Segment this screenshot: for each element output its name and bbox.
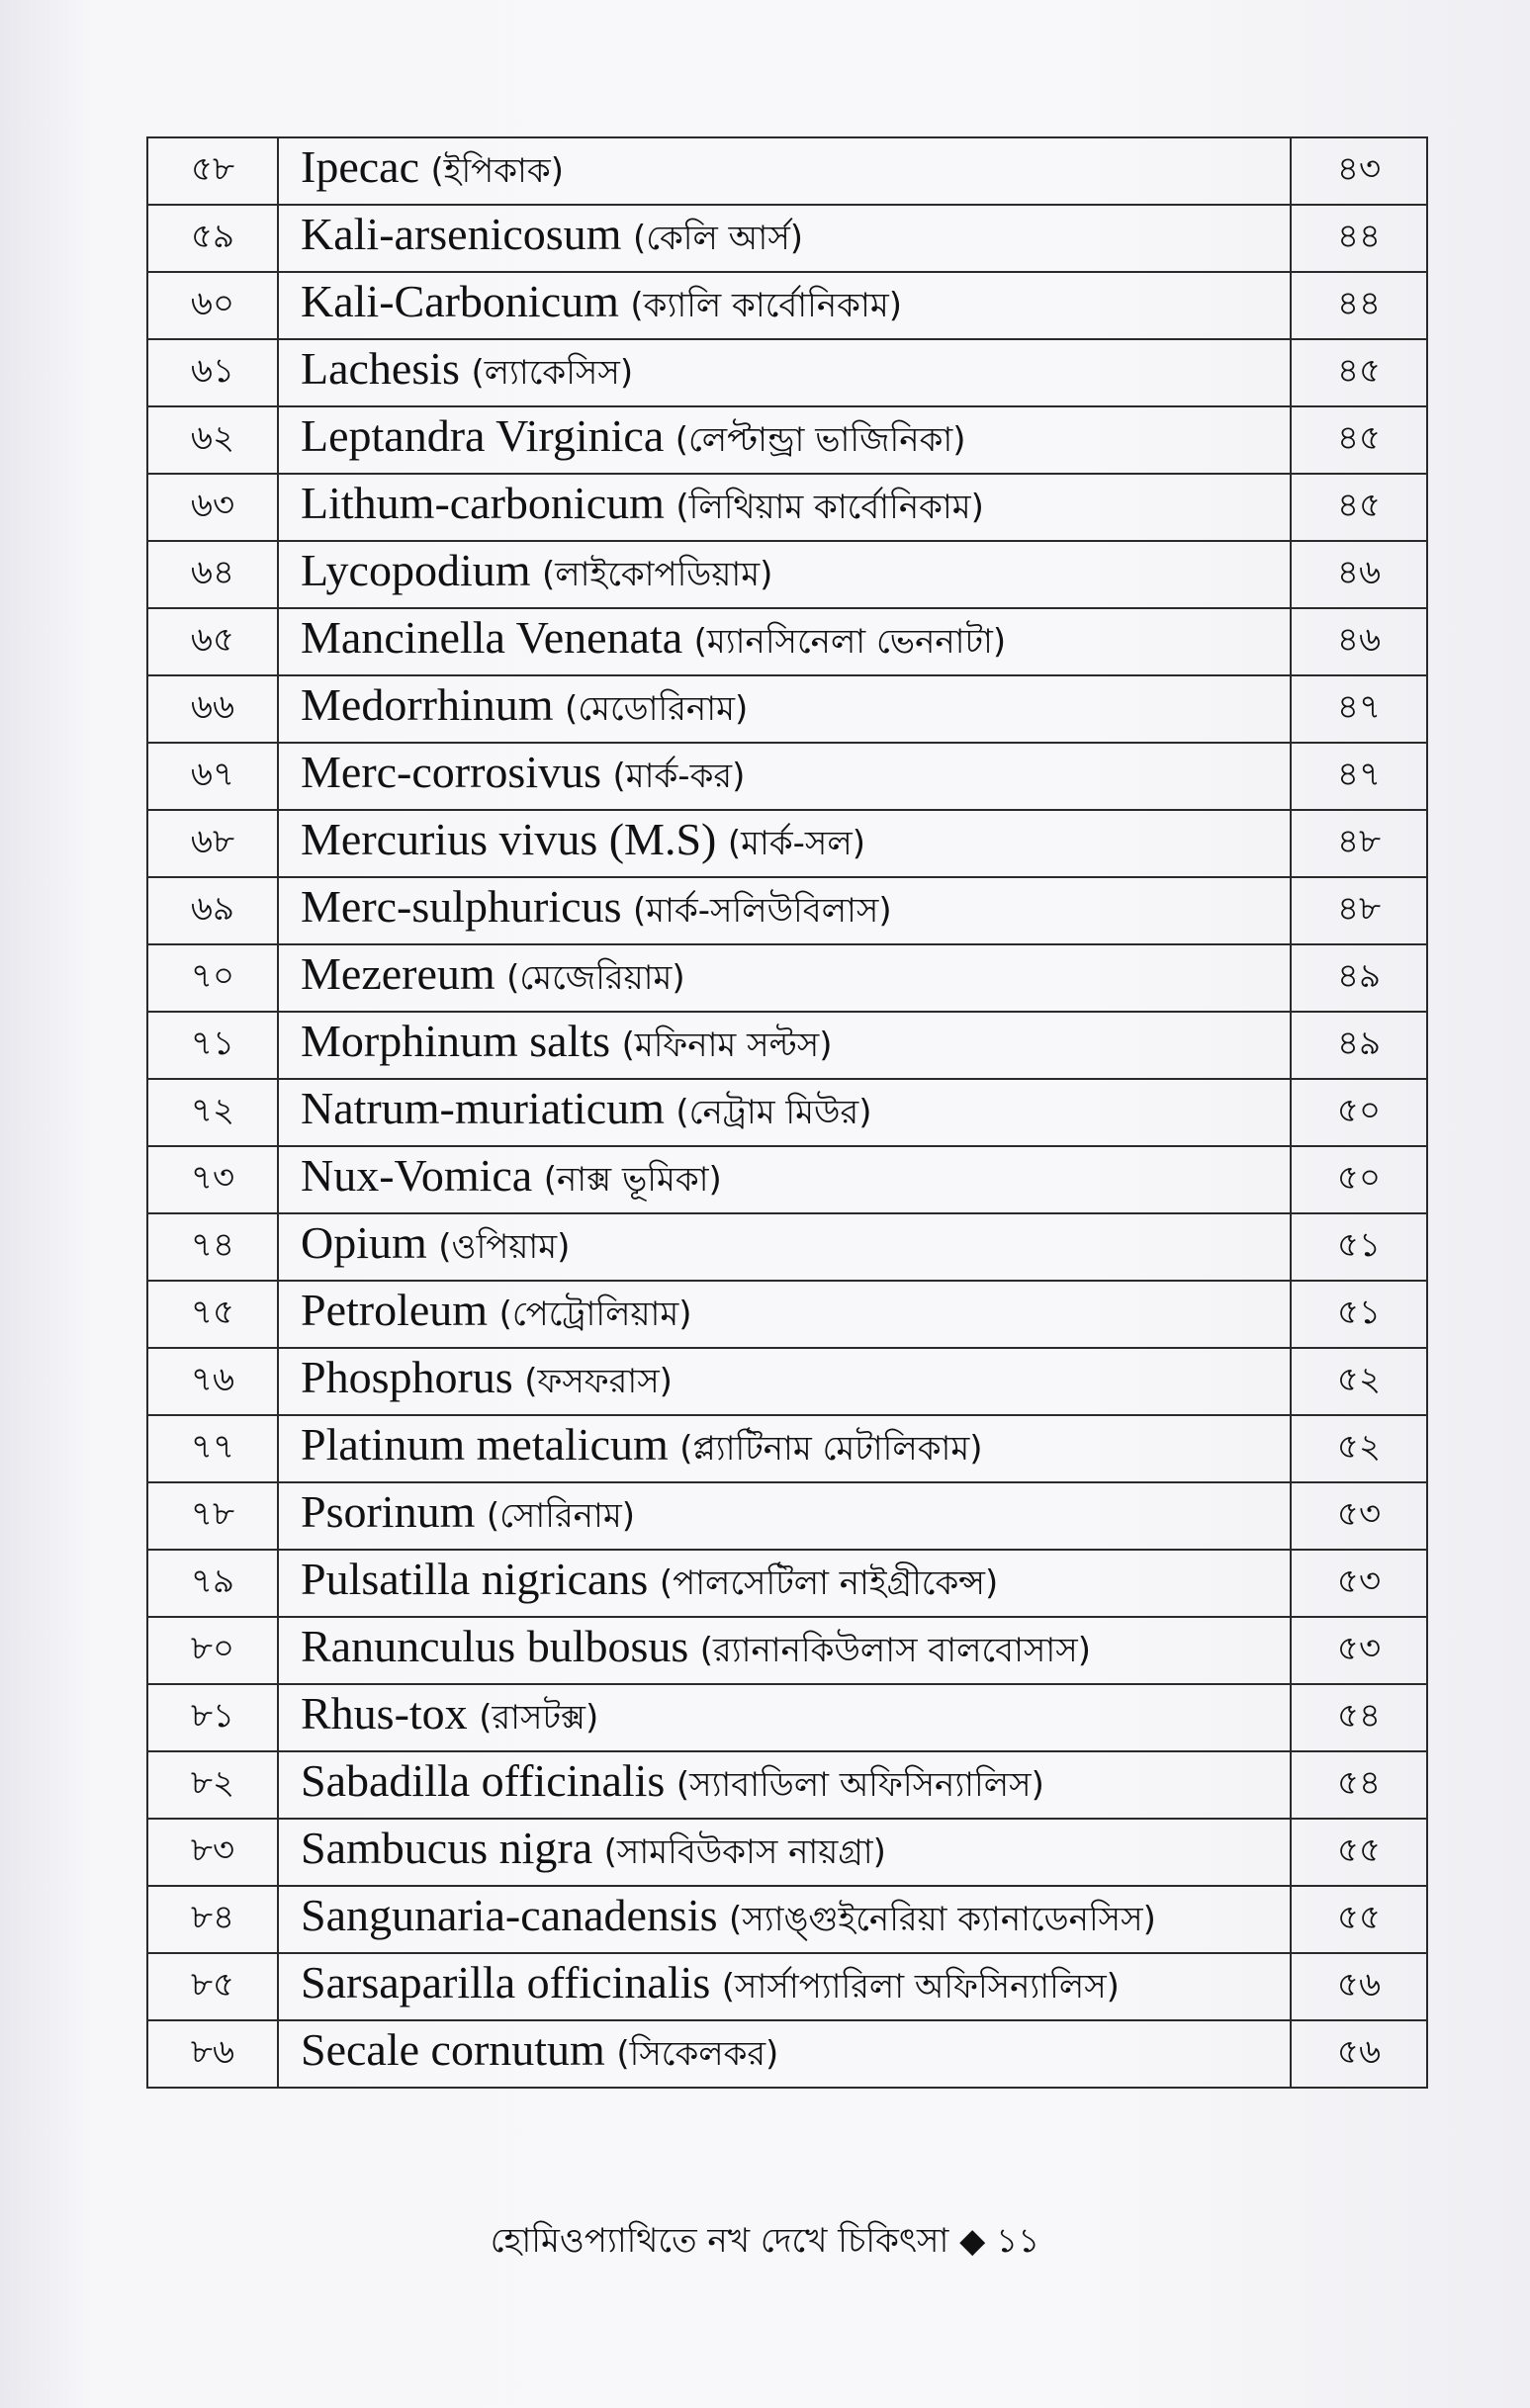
latin-name: Lithum-carbonicum (301, 478, 665, 528)
remedy-name (278, 406, 1291, 474)
bengali-name: (ইপিকাক) (430, 151, 564, 191)
table-row (147, 877, 1427, 944)
table-row (147, 1819, 1427, 1886)
table-row (147, 1415, 1427, 1482)
remedy-name (278, 1348, 1291, 1415)
remedy-name (278, 205, 1291, 272)
entry-number: ৫৮ (147, 137, 278, 205)
entry-number: ৭১ (147, 1012, 278, 1079)
bengali-name: (সোরিনাম) (486, 1496, 635, 1536)
bengali-name: (নেট্রাম মিউর) (675, 1093, 872, 1132)
entry-number: ৮৩ (147, 1819, 278, 1886)
entry-number: ৬৬ (147, 675, 278, 743)
bengali-name: (ওপিয়াম) (438, 1227, 571, 1267)
entry-number: ৬১ (147, 339, 278, 406)
table-row (147, 1617, 1427, 1684)
latin-name: Kali-Carbonicum (301, 276, 619, 326)
latin-name: Opium (301, 1217, 427, 1268)
remedy-name (278, 137, 1291, 205)
remedy-name (278, 1617, 1291, 1684)
page-number: ৫১ (1291, 1213, 1427, 1281)
remedy-name (278, 810, 1291, 877)
remedy-name (278, 339, 1291, 406)
entry-number: ৬৭ (147, 743, 278, 810)
bengali-name: (স্যাঙ্গুইনেরিয়া ক্যানাডেনসিস) (729, 1900, 1156, 1939)
bengali-name: (ফসফরাস) (524, 1362, 673, 1401)
bengali-name: (ক্যালি কার্বোনিকাম) (630, 286, 902, 325)
page-number: ৪৫ (1291, 339, 1427, 406)
table-row (147, 1146, 1427, 1213)
latin-name: Leptandra Virginica (301, 410, 665, 461)
table-row (147, 2020, 1427, 2088)
entry-number: ৭৮ (147, 1482, 278, 1550)
latin-name: Medorrhinum (301, 679, 554, 730)
table-row (147, 1012, 1427, 1079)
page-number: ৫২ (1291, 1348, 1427, 1415)
remedy-name (278, 1281, 1291, 1348)
table-row (147, 675, 1427, 743)
bengali-name: (ল্যাকেসিস) (471, 353, 634, 393)
page-number: ৪৬ (1291, 608, 1427, 675)
remedy-name (278, 1146, 1291, 1213)
bengali-name: (নাক্স ভূমিকা) (543, 1160, 722, 1200)
latin-name: Petroleum (301, 1285, 489, 1335)
table-row (147, 1751, 1427, 1819)
table-row (147, 1281, 1427, 1348)
page-number: ৫৫ (1291, 1819, 1427, 1886)
latin-name: Morphinum salts (301, 1016, 611, 1066)
latin-name: Mercurius vivus (M.S) (301, 814, 717, 864)
page-number: ৫৬ (1291, 1953, 1427, 2020)
bengali-name: (লাইকোপডিয়াম) (542, 555, 773, 594)
entry-number: ৭৯ (147, 1550, 278, 1617)
page-number: ৪৮ (1291, 877, 1427, 944)
bengali-name: (সামবিউকাস নায়গ্রা) (603, 1832, 886, 1872)
contents-table-body (147, 137, 1427, 2088)
latin-name: Mezereum (301, 948, 495, 999)
entry-number: ৬৯ (147, 877, 278, 944)
entry-number: ৬৩ (147, 474, 278, 541)
remedy-name (278, 1819, 1291, 1886)
remedy-name (278, 474, 1291, 541)
latin-name: Ranunculus bulbosus (301, 1621, 689, 1671)
page-number: ৫৪ (1291, 1751, 1427, 1819)
table-row (147, 944, 1427, 1012)
table-row (147, 1886, 1427, 1953)
bengali-name: (প্ল্যাটিনাম মেটালিকাম) (679, 1429, 983, 1469)
remedy-name (278, 1482, 1291, 1550)
page-number: ৪৭ (1291, 743, 1427, 810)
bengali-name: (মার্ক-সল) (727, 824, 865, 863)
remedy-name (278, 1415, 1291, 1482)
remedy-name (278, 1550, 1291, 1617)
remedy-name (278, 743, 1291, 810)
page-number: ৪৯ (1291, 944, 1427, 1012)
table-row (147, 474, 1427, 541)
table-row (147, 1953, 1427, 2020)
entry-number: ৮২ (147, 1751, 278, 1819)
table-row (147, 541, 1427, 608)
table-row (147, 137, 1427, 205)
page-number: ৫২ (1291, 1415, 1427, 1482)
table-row (147, 339, 1427, 406)
page-number: ৫৩ (1291, 1550, 1427, 1617)
bengali-name: (সার্সাপ্যারিলা অফিসিন্যালিস) (721, 1967, 1120, 2007)
table-row (147, 1213, 1427, 1281)
remedy-name (278, 675, 1291, 743)
table-row (147, 1348, 1427, 1415)
latin-name: Mancinella Venenata (301, 612, 683, 663)
latin-name: Sarsaparilla officinalis (301, 1957, 711, 2007)
entry-number: ৬৪ (147, 541, 278, 608)
remedy-name (278, 1012, 1291, 1079)
table-row (147, 406, 1427, 474)
latin-name: Sabadilla officinalis (301, 1755, 666, 1806)
page-number: ৪৬ (1291, 541, 1427, 608)
bengali-name: (স্যাবাডিলা অফিসিন্যালিস) (675, 1765, 1044, 1805)
page-number: ৫০ (1291, 1079, 1427, 1146)
bengali-name: (মার্ক-কর) (612, 757, 746, 796)
entry-number: ৮৬ (147, 2020, 278, 2088)
bengali-name: (কেলি আর্স) (632, 219, 804, 258)
page-number: ৫৪ (1291, 1684, 1427, 1751)
remedy-name (278, 541, 1291, 608)
bengali-name: (মেজেরিয়াম) (506, 958, 685, 998)
page-number: ৪৮ (1291, 810, 1427, 877)
page-number: ৪৭ (1291, 675, 1427, 743)
table-row (147, 743, 1427, 810)
latin-name: Nux-Vomica (301, 1150, 533, 1201)
table-row (147, 1550, 1427, 1617)
entry-number: ৬২ (147, 406, 278, 474)
page-number: ৫৩ (1291, 1482, 1427, 1550)
entry-number: ৮৫ (147, 1953, 278, 2020)
latin-name: Lachesis (301, 343, 460, 394)
latin-name: Ipecac (301, 141, 419, 192)
entry-number: ৭৪ (147, 1213, 278, 1281)
page-number: ৪৯ (1291, 1012, 1427, 1079)
table-row (147, 1482, 1427, 1550)
entry-number: ৭৫ (147, 1281, 278, 1348)
table-row (147, 810, 1427, 877)
entry-number: ৭৬ (147, 1348, 278, 1415)
page-number: ৫০ (1291, 1146, 1427, 1213)
entry-number: ৮১ (147, 1684, 278, 1751)
latin-name: Kali-arsenicosum (301, 209, 622, 259)
latin-name: Merc-sulphuricus (301, 881, 622, 932)
remedy-name (278, 608, 1291, 675)
latin-name: Platinum metalicum (301, 1419, 669, 1470)
entry-number: ৭০ (147, 944, 278, 1012)
remedy-name (278, 877, 1291, 944)
page-number: ৪৪ (1291, 272, 1427, 339)
entry-number: ৬৮ (147, 810, 278, 877)
bengali-name: (লিথিয়াম কার্বোনিকাম) (675, 488, 984, 527)
latin-name: Phosphorus (301, 1352, 513, 1402)
remedy-name (278, 1684, 1291, 1751)
table-row (147, 608, 1427, 675)
bengali-name: (র‌্যানানকিউলাস বালবোসাস) (699, 1631, 1091, 1670)
entry-number: ৬০ (147, 272, 278, 339)
bengali-name: (ম্যানসিনেলা ভেননাটা) (693, 622, 1007, 662)
entry-number: ৫৯ (147, 205, 278, 272)
bengali-name: (পালসেটিলা নাইগ্রীকেন্স) (659, 1563, 999, 1603)
bengali-name: (পেট্রোলিয়াম) (498, 1294, 692, 1334)
entry-number: ৭৭ (147, 1415, 278, 1482)
latin-name: Lycopodium (301, 545, 531, 595)
latin-name: Rhus-tox (301, 1688, 468, 1739)
entry-number: ৮০ (147, 1617, 278, 1684)
entry-number: ৭২ (147, 1079, 278, 1146)
entry-number: ৮৪ (147, 1886, 278, 1953)
page-number: ৪৫ (1291, 474, 1427, 541)
page-number: ৫১ (1291, 1281, 1427, 1348)
bengali-name: (লেপ্টান্ড্রা ভাজিনিকা) (675, 420, 966, 460)
table-row (147, 1684, 1427, 1751)
bengali-name: (মেডোরিনাম) (565, 689, 749, 729)
remedy-name (278, 1079, 1291, 1146)
contents-table (146, 136, 1428, 2089)
latin-name: Psorinum (301, 1486, 476, 1537)
bengali-name: (রাসটক্স) (479, 1698, 599, 1738)
remedy-name (278, 2020, 1291, 2088)
table-row (147, 1079, 1427, 1146)
page-number: ৫৩ (1291, 1617, 1427, 1684)
bengali-name: (সিকেলকর) (616, 2034, 779, 2074)
latin-name: Merc-corrosivus (301, 747, 602, 797)
page-footer: হোমিওপ্যাথিতে নখ দেখে চিকিৎসা ◆ ১১ (490, 2221, 1040, 2261)
page-number: ৪৩ (1291, 137, 1427, 205)
page-number: ৫৬ (1291, 2020, 1427, 2088)
remedy-name (278, 1953, 1291, 2020)
page-number: ৪৫ (1291, 406, 1427, 474)
table-row (147, 272, 1427, 339)
remedy-name (278, 944, 1291, 1012)
latin-name: Sambucus nigra (301, 1823, 593, 1873)
remedy-name (278, 272, 1291, 339)
bengali-name: (মফিনাম সল্টস) (621, 1026, 833, 1065)
latin-name: Secale cornutum (301, 2024, 605, 2075)
latin-name: Pulsatilla nigricans (301, 1554, 649, 1604)
remedy-name (278, 1886, 1291, 1953)
remedy-name (278, 1213, 1291, 1281)
entry-number: ৬৫ (147, 608, 278, 675)
latin-name: Natrum-muriaticum (301, 1083, 665, 1133)
latin-name: Sangunaria-canadensis (301, 1890, 718, 1940)
page-number: ৫৫ (1291, 1886, 1427, 1953)
table-row (147, 205, 1427, 272)
page-number: ৪৪ (1291, 205, 1427, 272)
remedy-name (278, 1751, 1291, 1819)
entry-number: ৭৩ (147, 1146, 278, 1213)
bengali-name: (মার্ক-সলিউবিলাস) (632, 891, 892, 931)
